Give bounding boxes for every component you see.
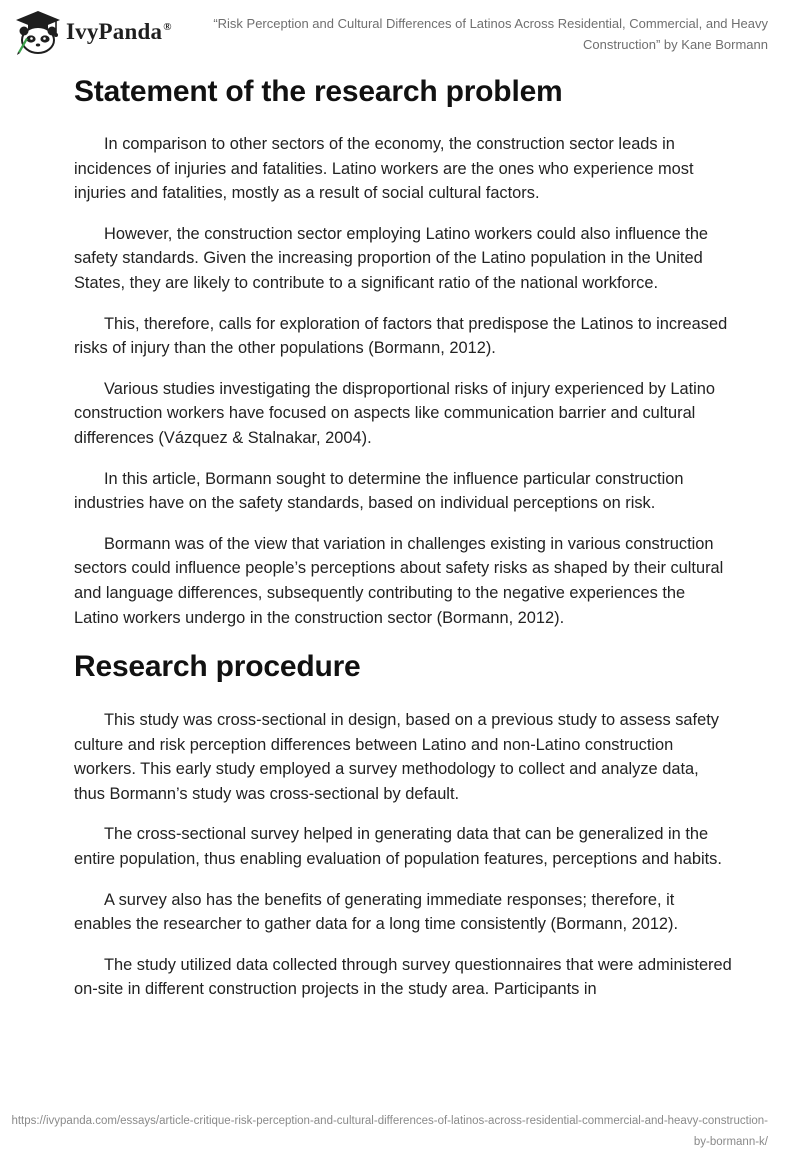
paragraph: Bormann was of the view that variation in challenges existing in various construction sectors could influence people’s perceptions about safety risks as shaped by their cultural and language differences, subsequently contributing to the negative experiences the Latino workers undergo in the construction sector (Bormann, 2012). bbox=[74, 534, 724, 627]
paragraph: However, the construction sector employing Latino workers could also influence the safety standards. Given the increasing proportion of the Latino population in the United States, they are likely to contribute to a significant ratio of the national workforce. bbox=[74, 224, 709, 292]
paragraph: Various studies investigating the disproportional risks of injury experienced by Latino construction workers have focused on aspects like communication barrier and cultural differences (Vázquez & Stalnakar, 2004). bbox=[74, 379, 716, 447]
paragraph: The study utilized data collected through survey questionnaires that were administered on-site in different construction projects in the study area. Participants in bbox=[74, 955, 732, 999]
brand-logo[interactable] bbox=[14, 8, 172, 56]
document-reference: “Risk Perception and Cultural Differences of Latinos Across Residential, Commercial, and Heavy Construction” by Kane Bormann bbox=[213, 16, 768, 52]
section-heading-research-procedure: Research procedure bbox=[74, 650, 361, 684]
paragraph: The cross-sectional survey helped in generating data that can be generalized in the entire population, thus enabling evaluation of population features, perceptions and habits. bbox=[74, 825, 722, 869]
brand-name: IvyPanda® bbox=[66, 19, 172, 44]
section-heading-research-problem: Statement of the research problem bbox=[74, 75, 563, 108]
paragraph: In this article, Bormann sought to determine the influence particular construction industries have on the safety standards, based on individual perceptions on risk. bbox=[74, 469, 684, 513]
page-header bbox=[0, 0, 800, 70]
source-url-link[interactable]: https://ivypanda.com/essays/article-critique-risk-perception-and-cultural-differences-of-latinos-across-residential-commercial-and-heavy-construction-by-bormann-k/ bbox=[11, 1115, 768, 1148]
paragraph: This study was cross-sectional in design, based on a previous study to assess safety culture and risk perception differences between Latino and non-Latino construction workers. This early study employed a survey methodology to collect and analyze data, thus Bormann’s study was cross-sectional by default. bbox=[74, 711, 719, 803]
article-body bbox=[74, 70, 734, 1018]
paragraph: In comparison to other sectors of the economy, the construction sector leads in incidences of injuries and fatalities. Latino workers are the ones who experience most injuries and fatalities, mostly as a result of social cultural factors. bbox=[74, 135, 694, 203]
paragraph: A survey also has the benefits of generating immediate responses; therefore, it enables the researcher to gather data for a long time consistently (Bormann, 2012). bbox=[74, 890, 679, 934]
paragraph: This, therefore, calls for exploration of factors that predispose the Latinos to increased risks of injury than the other populations (Bormann, 2012). bbox=[74, 314, 728, 358]
panda-graduate-icon bbox=[14, 8, 62, 56]
